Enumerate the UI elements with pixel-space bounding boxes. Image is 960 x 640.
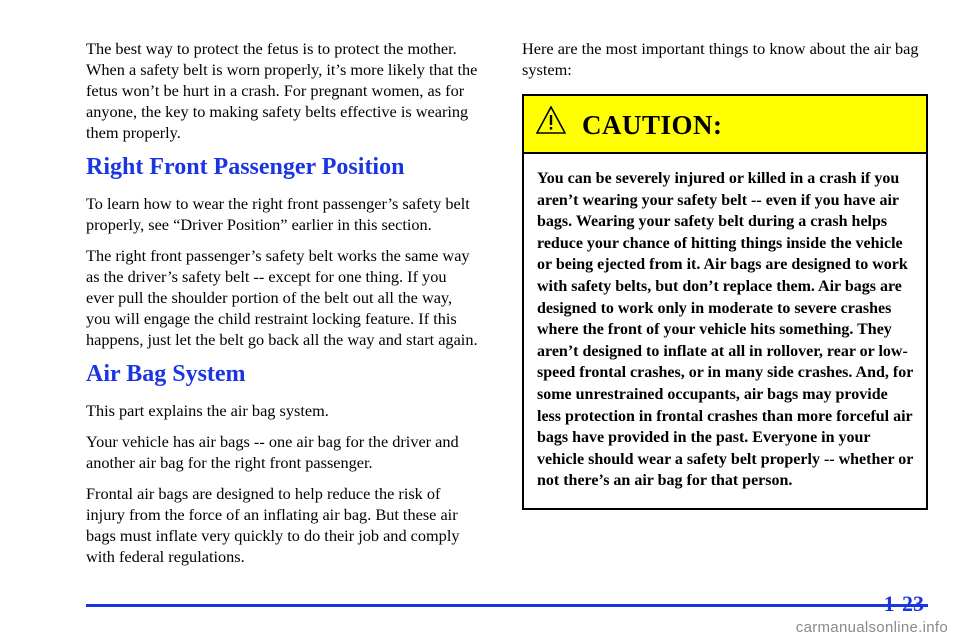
section1-paragraph-1: To learn how to wear the right front passenger’s safety belt properly, see “Driver Position” earlier in this section. xyxy=(86,194,470,234)
intro-paragraph: The best way to protect the fetus is to protect the mother. When a safety belt is worn properly, it’s more likely that the fetus won’t be hurt in a crash. For pregnant women, as for anyone, the key to making safety belts effective is wearing them properly. xyxy=(86,39,478,142)
section1-paragraph-2: The right front passenger’s safety belt works the same way as the driver’s safety belt -- except for one thing. If you ever pull the shoulder portion of the belt out all the way, you will engage the child restraint locking feature. If this happens, just let the belt go back all the way and start again. xyxy=(86,246,478,349)
right-intro-paragraph: Here are the most important things to know about the air bag system: xyxy=(522,39,919,79)
watermark: carmanualsonline.info xyxy=(795,619,948,636)
caution-header xyxy=(524,96,926,154)
footer-divider xyxy=(86,604,928,607)
caution-text: You can be severely injured or killed in a crash if you aren’t wearing your safety belt -- even if you have air bags. Wearing your safety belt during a crash helps reduce your chance of hitting things inside the vehicle or being ejected from it. Air bags are designed to work with safety belts, but don’t replace them. Air bags are designed to work only in moderate to severe crashes where the front of your vehicle hits something. They aren’t designed to inflate at all in rollover, rear or low-speed frontal crashes, or in many side crashes. And, for some unrestrained occupants, air bags may provide less protection in frontal crashes than more forceful air bags have provided in the past. Everyone in your vehicle should wear a safety belt properly -- whether or not there’s an air bag for that person. xyxy=(537,170,914,490)
warning-triangle-icon xyxy=(536,106,566,134)
caution-box xyxy=(522,94,928,510)
left-column xyxy=(86,38,478,577)
section2-paragraph-1: This part explains the air bag system. xyxy=(86,401,329,420)
right-column xyxy=(522,38,930,510)
section2-paragraph-3: Frontal air bags are designed to help reduce the risk of injury from the force of an inflating air bag. But these air bags must inflate very quickly to do their job and comply with federal regulations. xyxy=(86,484,460,566)
page-number: 1-23 xyxy=(883,591,924,616)
caution-title: CAUTION: xyxy=(582,110,723,140)
section-heading-air-bag-system: Air Bag System xyxy=(86,361,246,387)
section2-paragraph-2: Your vehicle has air bags -- one air bag for the driver and another air bag for the right front passenger. xyxy=(86,432,459,472)
section-heading-right-front-passenger: Right Front Passenger Position xyxy=(86,154,405,180)
